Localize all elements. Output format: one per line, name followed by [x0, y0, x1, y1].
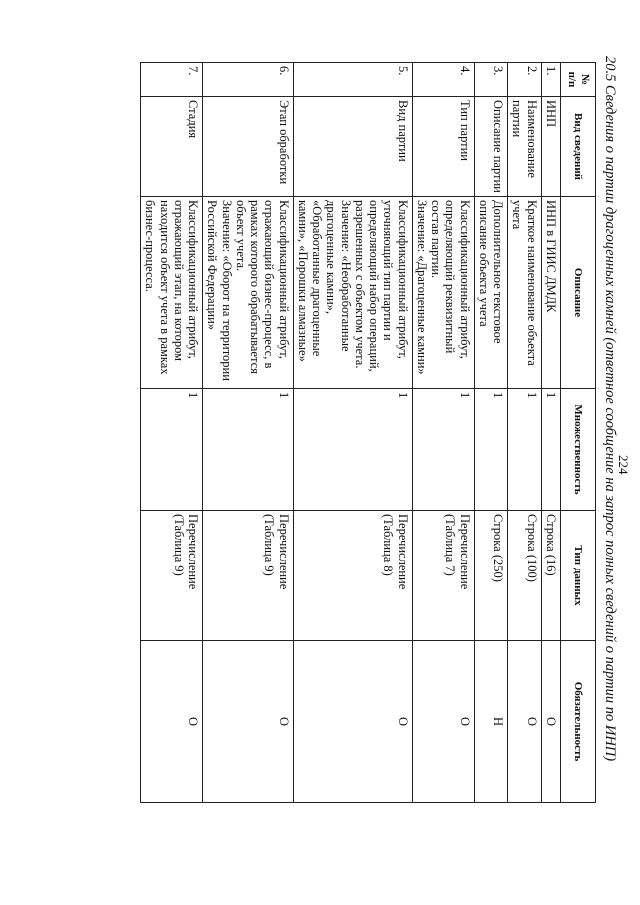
row-multiplicity: 1 [203, 389, 294, 511]
row-num: 2. [508, 63, 542, 97]
row-required: О [203, 641, 294, 803]
row-data-type: Строка (250) [474, 511, 508, 641]
row-kind: Вид партии [293, 97, 412, 197]
row-num: 4. [412, 63, 474, 97]
row-kind: Этап обработки [203, 97, 294, 197]
row-required: О [293, 641, 412, 803]
row-kind: Наименование партии [508, 97, 542, 197]
row-kind: Описание партии [474, 97, 508, 197]
row-data-type: Перечисление (Таблица 8) [293, 511, 412, 641]
header-data-type: Тип данных [561, 511, 596, 641]
row-data-type: Строка (100) [508, 511, 542, 641]
row-required: О [508, 641, 542, 803]
row-kind: ИНП [541, 97, 560, 197]
row-multiplicity: 1 [141, 389, 203, 511]
row-multiplicity: 1 [412, 389, 474, 511]
page-number: 224 [616, 455, 631, 475]
row-description: Классификационный атрибут, определяющий реквизитный состав партии. Значение: «Драгоценные камни» [412, 197, 474, 389]
row-required: Н [474, 641, 508, 803]
row-kind: Тип партии [412, 97, 474, 197]
row-data-type: Перечисление (Таблица 9) [141, 511, 203, 641]
header-description: Описание [561, 197, 596, 389]
row-description: ИНП в ГИИС ДМДК [541, 197, 560, 389]
table-row [508, 63, 542, 803]
row-description: Классификационный атрибут, отражающий бизнес-процесс, в рамках которого обрабатывается объект учета. Значение: «Оборот на территории Российской Федерации» [203, 197, 294, 389]
row-data-type: Перечисление (Таблица 7) [412, 511, 474, 641]
row-num: 5. [293, 63, 412, 97]
header-required: Обязательность [561, 641, 596, 803]
row-data-type: Перечисление (Таблица 9) [203, 511, 294, 641]
row-num: 1. [541, 63, 560, 97]
header-kind: Вид сведений [561, 97, 596, 197]
row-required: О [412, 641, 474, 803]
table-header-row [561, 63, 596, 803]
table-row [141, 63, 203, 803]
header-num: № п/п [561, 63, 596, 97]
table-row [412, 63, 474, 803]
table-row [474, 63, 508, 803]
row-description: Классификационный атрибут, уточняющий тип партии и определяющий набор операций, разрешенных с объектом учета. Значение: «Необработанные драгоценные камни», «Обработанные драгоценные камни», «Порошки алмазные» [293, 197, 412, 389]
row-required: О [141, 641, 203, 803]
row-description: Дополнительное текстовое описание объекта учета [474, 197, 508, 389]
row-data-type: Строка (16) [541, 511, 560, 641]
data-table [140, 62, 596, 803]
table-row [541, 63, 560, 803]
row-num: 7. [141, 63, 203, 97]
row-multiplicity: 1 [293, 389, 412, 511]
row-num: 6. [203, 63, 294, 97]
row-num: 3. [474, 63, 508, 97]
table-row [203, 63, 294, 803]
header-multiplicity: Множественность [561, 389, 596, 511]
row-required: О [541, 641, 560, 803]
rotated-page [80, 0, 640, 905]
table-caption: 20.5 Сведения о партии драгоценных камней (ответное сообщение на запрос полных сведений о партии по ИНП) [602, 56, 618, 762]
table-row [293, 63, 412, 803]
row-multiplicity: 1 [474, 389, 508, 511]
row-description: Классификационный атрибут, отражающий этап, на котором находится объект учета в рамках бизнес-процесса. [141, 197, 203, 389]
row-multiplicity: 1 [508, 389, 542, 511]
row-kind: Стадия [141, 97, 203, 197]
row-multiplicity: 1 [541, 389, 560, 511]
row-description: Краткое наименование объекта учета [508, 197, 542, 389]
